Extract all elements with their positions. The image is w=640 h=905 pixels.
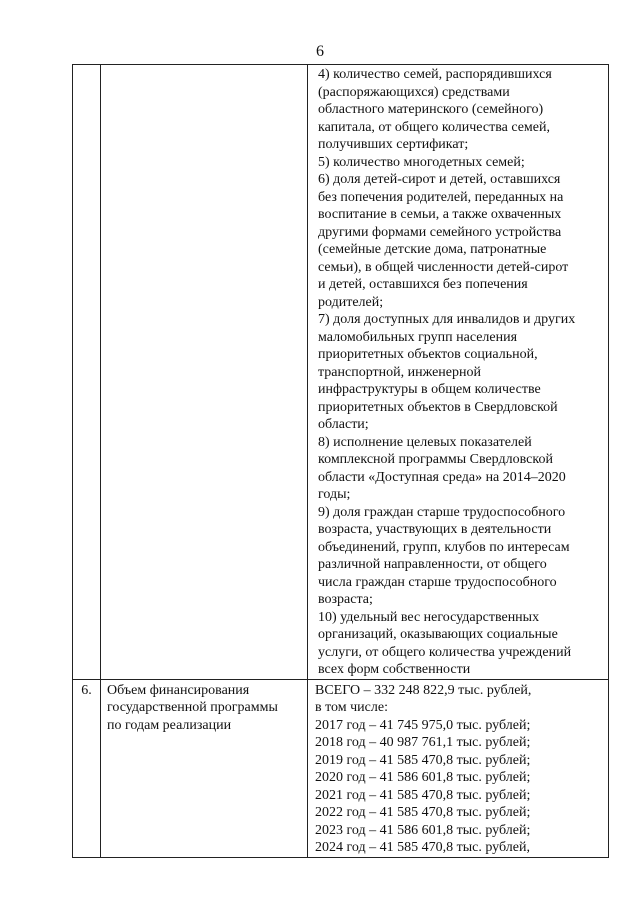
indicator-text-line: 5) количество многодетных семей;	[318, 154, 525, 170]
indicator-text-line: числа граждан старше трудоспособного	[318, 574, 557, 590]
row-name-line: Объем финансирования	[107, 682, 250, 698]
financing-values-cell	[308, 679, 609, 857]
financing-value-line: 2019 год – 41 585 470,8 тыс. рублей;	[315, 752, 531, 768]
indicator-text-line: услуги, от общего количества учреждений	[318, 644, 572, 660]
indicator-text-line: комплексной программы Свердловской	[318, 452, 553, 467]
indicator-text-line: маломобильных групп населения	[318, 329, 518, 345]
indicator-text-line: семьи), в общей численности детей-сирот	[318, 259, 569, 275]
indicator-text-line: всех форм собственности	[318, 662, 471, 677]
indicator-text-line: 7) доля доступных для инвалидов и других	[318, 312, 576, 327]
indicator-text-line: возраста;	[318, 592, 373, 607]
program-passport-table	[72, 64, 609, 858]
indicator-text-line: родителей;	[318, 294, 384, 310]
financing-value-line: ВСЕГО – 332 248 822,9 тыс. рублей,	[315, 682, 532, 698]
indicator-text-line: инфраструктуры в общем количестве	[318, 382, 541, 397]
financing-value-line: 2020 год – 41 586 601,8 тыс. рублей;	[315, 770, 531, 785]
row-name-line: по годам реализации	[107, 717, 232, 733]
indicator-text-line: воспитание в семьи, а также охваченных	[318, 207, 562, 222]
target-indicators-cell	[308, 65, 609, 680]
financing-value-line: 2017 год – 41 745 975,0 тыс. рублей;	[315, 717, 531, 733]
indicator-text-line: (распоряжающихся) средствами	[318, 84, 510, 100]
indicator-text-line: возраста, участвующих в деятельности	[318, 522, 552, 537]
indicator-text-line: области;	[318, 417, 369, 432]
indicator-text-line: приоритетных объектов социальной,	[318, 347, 538, 362]
indicator-text-line: 8) исполнение целевых показателей	[318, 434, 532, 450]
indicator-text-line: и детей, оставшихся без попечения	[318, 277, 528, 292]
page-number: 6	[316, 43, 324, 60]
indicator-text-line: различной направленности, от общего	[318, 557, 547, 572]
table-row-continued	[73, 65, 609, 680]
indicator-text-line: получивших сертификат;	[318, 137, 469, 152]
table-row-6	[73, 679, 609, 857]
indicator-text-line: капитала, от общего количества семей,	[318, 119, 550, 135]
indicator-text-line: 4) количество семей, распорядившихся	[318, 67, 552, 82]
indicator-text-line: приоритетных объектов в Свердловской	[318, 399, 558, 415]
indicator-text-line: области «Доступная среда» на 2014–2020	[318, 469, 566, 485]
indicator-text-line: объединений, групп, клубов по интересам	[318, 539, 570, 555]
financing-value-line: 2021 год – 41 585 470,8 тыс. рублей;	[315, 787, 531, 803]
indicator-text-line: организаций, оказывающих социальные	[318, 627, 558, 642]
financing-value-line: 2022 год – 41 585 470,8 тыс. рублей;	[315, 805, 531, 820]
financing-name-cell	[101, 679, 308, 857]
indicator-text-line: областного материнского (семейного)	[318, 102, 544, 117]
row-number: 6.	[73, 679, 101, 857]
financing-value-line: 2018 год – 40 987 761,1 тыс. рублей;	[315, 735, 531, 750]
financing-value-line: 2024 год – 41 585 470,8 тыс. рублей,	[315, 840, 530, 855]
indicator-text-line: 9) доля граждан старше трудоспособного	[318, 504, 566, 520]
indicator-text-line: без попечения родителей, переданных на	[318, 189, 564, 205]
financing-value-line: в том числе:	[315, 700, 388, 715]
row-name-line: государственной программы	[107, 700, 278, 715]
indicator-text-line: (семейные детские дома, патронатные	[318, 242, 547, 257]
indicator-text-line: 6) доля детей-сирот и детей, оставшихся	[318, 172, 561, 187]
indicator-text-line: транспортной, инженерной	[318, 364, 481, 380]
indicator-text-line: 10) удельный вес негосударственных	[318, 609, 540, 625]
financing-value-line: 2023 год – 41 586 601,8 тыс. рублей;	[315, 822, 531, 838]
indicator-text-line: другими формами семейного устройства	[318, 224, 562, 240]
row-number-cell	[73, 65, 101, 680]
indicator-text-line: годы;	[318, 487, 351, 502]
row-name-cell	[101, 65, 308, 680]
